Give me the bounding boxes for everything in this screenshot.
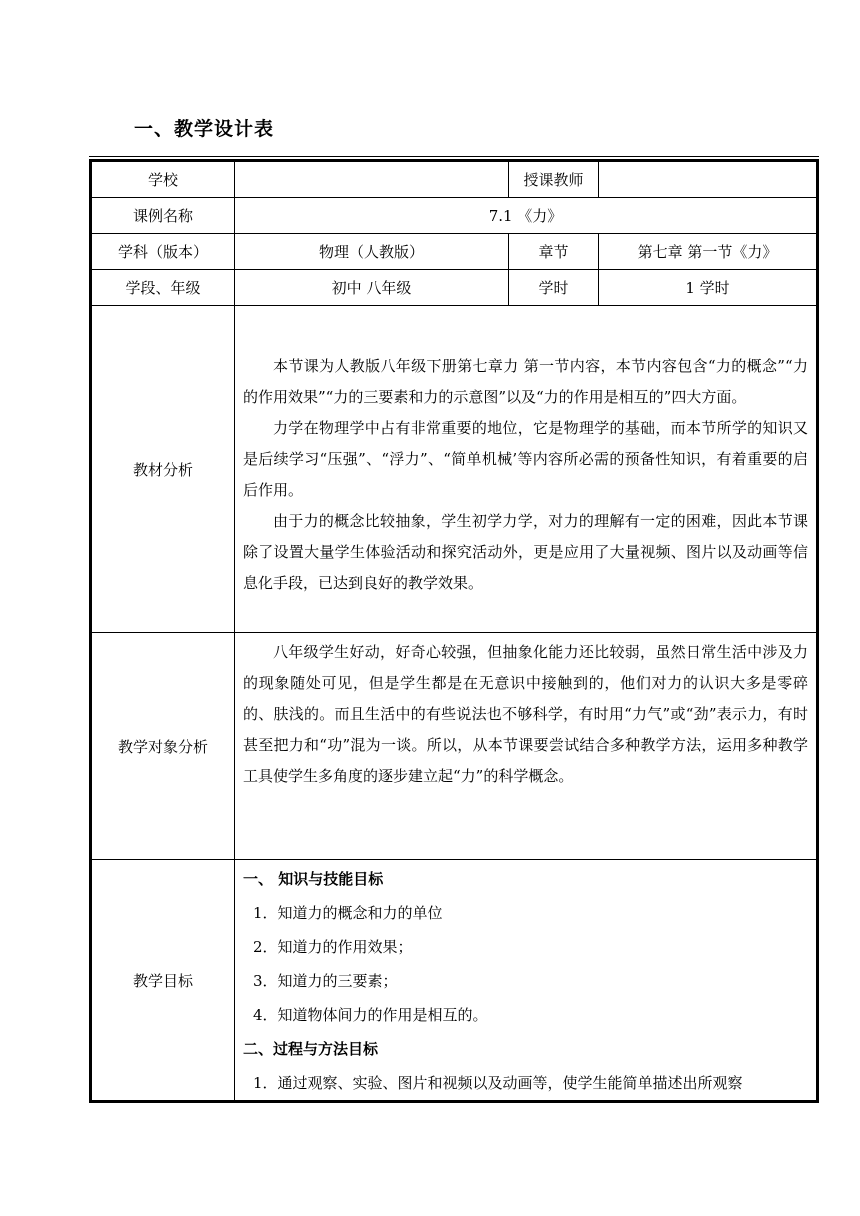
chapter-label: 章节 (509, 234, 599, 270)
grade-value: 初中 八年级 (235, 270, 509, 306)
design-table (89, 159, 819, 1103)
lesson-label: 课例名称 (92, 198, 235, 234)
students-label: 教学对象分析 (92, 633, 235, 860)
goals-label: 教学目标 (92, 860, 235, 1101)
school-value (235, 162, 509, 198)
goals-cell (235, 860, 817, 1101)
subject-label: 学科（版本） (92, 234, 235, 270)
goal-item: 1．通过观察、实验、图片和视频以及动画等，使学生能简单描述出所观察 (253, 1074, 743, 1092)
grade-label: 学段、年级 (92, 270, 235, 306)
hours-label: 学时 (509, 270, 599, 306)
table-row (92, 633, 817, 860)
goal-item: 4．知道物体间力的作用是相互的。 (253, 1006, 488, 1024)
students-cell (235, 633, 817, 860)
table-row (92, 270, 817, 306)
goal-item: 2．知道力的作用效果； (253, 938, 413, 956)
table-row (92, 162, 817, 198)
school-label: 学校 (92, 162, 235, 198)
material-paragraph: 本节课为人教版八年级下册第七章力 第一节内容，本节内容包含“力的概念”“力的作用效果”“力的三要素和力的示意图”以及“力的作用是相互的”四大方面。 (243, 357, 808, 406)
table-row (92, 198, 817, 234)
lesson-value: 7.1 《力》 (235, 198, 817, 234)
teacher-label: 授课教师 (509, 162, 599, 198)
teacher-value (599, 162, 817, 198)
goals-heading: 一、 知识与技能目标 (243, 870, 384, 888)
table-row (92, 306, 817, 633)
hours-value: 1 学时 (599, 270, 817, 306)
material-cell (235, 306, 817, 633)
goals-heading: 二、过程与方法目标 (243, 1040, 379, 1058)
table-row (92, 234, 817, 270)
material-paragraph: 由于力的概念比较抽象，学生初学力学，对力的理解有一定的困难，因此本节课除了设置大量学生体验活动和探究活动外，更是应用了大量视频、图片以及动画等信息化手段，已达到良好的教学效果。 (243, 512, 808, 592)
chapter-value: 第七章 第一节《力》 (599, 234, 817, 270)
goal-item: 1．知道力的概念和力的单位 (253, 904, 443, 922)
table-row (92, 860, 817, 1101)
material-label: 教材分析 (92, 306, 235, 633)
section-heading: 一、教学设计表 (134, 118, 275, 140)
subject-value: 物理（人教版） (235, 234, 509, 270)
students-paragraph: 八年级学生好动，好奇心较强，但抽象化能力还比较弱，虽然日常生活中涉及力的现象随处可见，但是学生都是在无意识中接触到的，他们对力的认识大多是零碎的、肤浅的。而且生活中的有些说法也不够科学，有时用“力气”或“劲”表示力，有时甚至把力和“功”混为一谈。所以，从本节课要尝试结合多种教学方法，运用多种教学工具使学生多角度的逐步建立起“力”的科学概念。 (243, 643, 808, 785)
goal-item: 3．知道力的三要素； (253, 972, 398, 990)
material-paragraph: 力学在物理学中占有非常重要的地位，它是物理学的基础，而本节所学的知识又是后续学习“压强”、“浮力”、“简单机械’等内容所必需的预备性知识，有着重要的启后作用。 (243, 419, 808, 499)
